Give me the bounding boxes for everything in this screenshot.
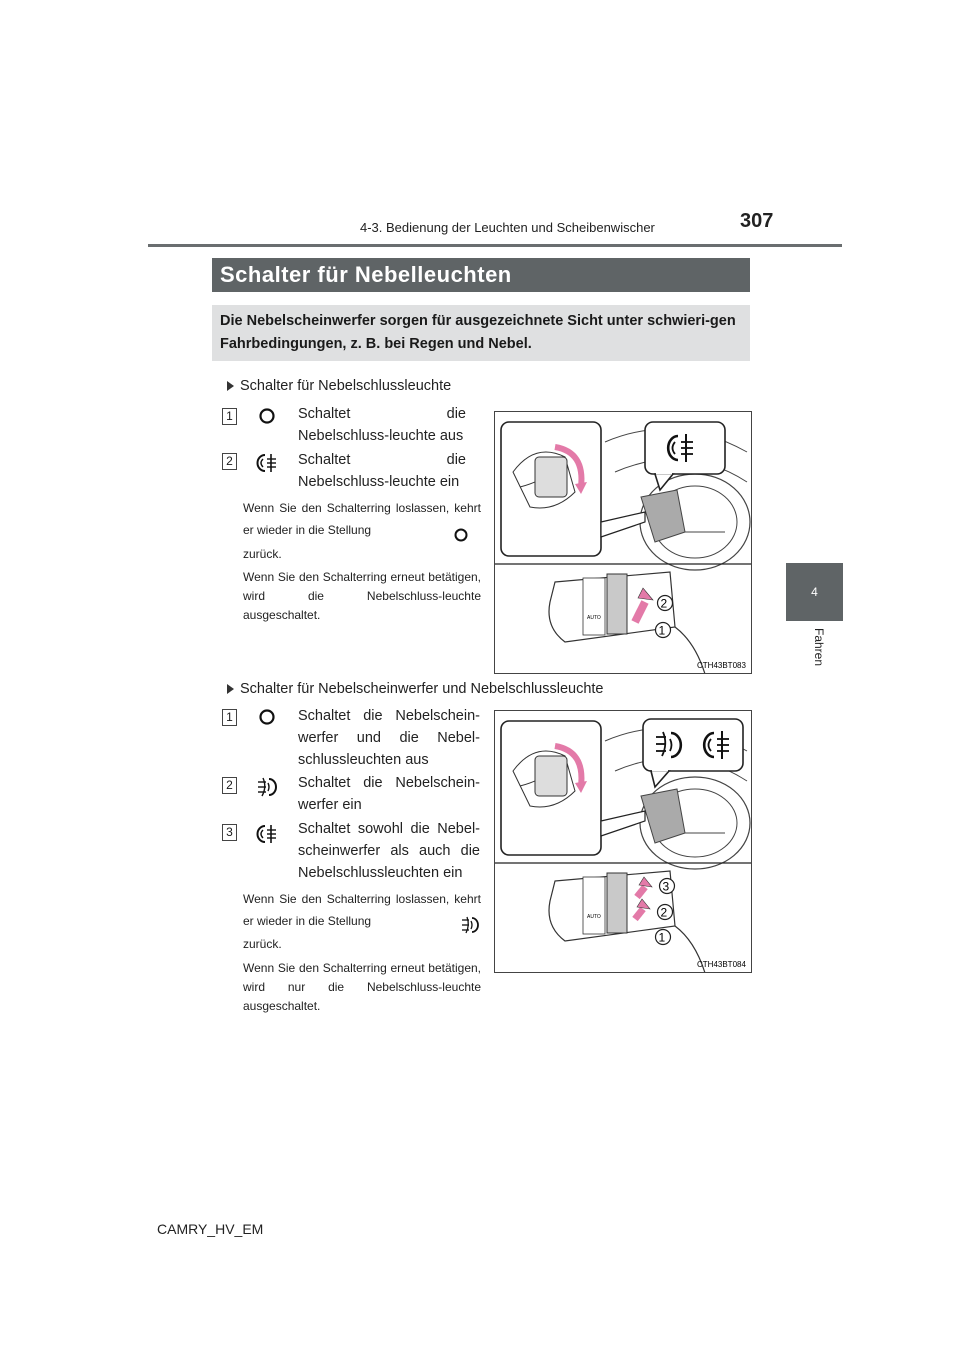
- item-number: 2: [222, 777, 237, 794]
- part2-heading-text: Schalter für Nebelscheinwerfer und Nebelschlussleuchte: [240, 681, 604, 697]
- release-note-end: zurück.: [243, 937, 282, 951]
- rear-fog-icon: [255, 823, 281, 845]
- figure-callout: 2: [660, 905, 668, 920]
- figure-front-rear-fog-switch: [494, 710, 752, 973]
- front-fog-icon: [460, 915, 482, 935]
- bullet-arrow-icon: [227, 381, 234, 391]
- off-icon: [258, 708, 276, 726]
- part1-heading-text: Schalter für Nebelschlussleuchte: [240, 378, 452, 394]
- chapter-tab[interactable]: 4: [786, 563, 843, 621]
- part1-heading: [227, 378, 451, 394]
- item-description: Schaltet die Nebelschluss-leuchte aus: [298, 406, 466, 444]
- svg-text:AUTO: AUTO: [587, 914, 601, 920]
- page-number: 307: [740, 210, 774, 232]
- chapter-tab-label: Fahren: [812, 628, 826, 667]
- part2-heading: [227, 681, 604, 697]
- figure-callout: 1: [658, 623, 666, 638]
- item-description: Schaltet die Nebelschein-werfer ein: [298, 775, 480, 813]
- second-press-note: Wenn Sie den Schalterring erneut betätigen, wird nur die Nebelschluss-leuchte ausgeschaltet.: [243, 961, 481, 1013]
- figure-rear-fog-switch: [494, 411, 752, 674]
- release-note: [243, 888, 481, 932]
- figure-callout: 3: [662, 879, 670, 894]
- chapter-title: 4-3. Bedienung der Leuchten und Scheibenwischer: [360, 220, 655, 235]
- section-intro: Die Nebelscheinwerfer sorgen für ausgezeichnete Sicht unter schwieri-gen Fahrbedingungen, z. B. bei Regen und Nebel.: [212, 305, 750, 361]
- front-fog-icon: [255, 776, 279, 798]
- figure-code: CTH43BT083: [697, 661, 746, 670]
- figure-callout: 1: [658, 930, 666, 945]
- release-note-text: Wenn Sie den Schalterring loslassen, kehrt er wieder in die Stellung: [243, 892, 481, 928]
- item-description: Schaltet die Nebelschein-werfer und die Nebel-schlussleuchten aus: [298, 708, 480, 768]
- section-title: Schalter für Nebelleuchten: [212, 258, 750, 292]
- rear-fog-switch-illustration: [495, 412, 751, 673]
- off-icon: [258, 407, 276, 425]
- svg-text:AUTO: AUTO: [587, 615, 601, 621]
- figure-callout: 2: [660, 596, 668, 611]
- second-press-note: Wenn Sie den Schalterring erneut betätigen, wird die Nebelschluss-leuchte ausgeschaltet.: [243, 570, 481, 622]
- item-description: Schaltet sowohl die Nebel-scheinwerfer als auch die Nebelschlussleuchten ein: [298, 821, 480, 881]
- item-number: 2: [222, 453, 237, 470]
- item-number: 1: [222, 709, 237, 726]
- release-note-text: Wenn Sie den Schalterring loslassen, kehrt er wieder in die Stellung: [243, 501, 481, 537]
- item-description: Schaltet die Nebelschluss-leuchte ein: [298, 452, 466, 490]
- item-number: 1: [222, 408, 237, 425]
- rear-fog-icon: [255, 452, 281, 474]
- front-rear-fog-switch-illustration: [495, 711, 751, 972]
- item-number: 3: [222, 824, 237, 841]
- bullet-arrow-icon: [227, 684, 234, 694]
- figure-code: CTH43BT084: [697, 960, 746, 969]
- release-note: [243, 497, 481, 541]
- model-code: CAMRY_HV_EM: [157, 1221, 264, 1237]
- release-note-end: zurück.: [243, 547, 282, 561]
- off-icon: [453, 527, 469, 543]
- header-rule: [148, 244, 842, 247]
